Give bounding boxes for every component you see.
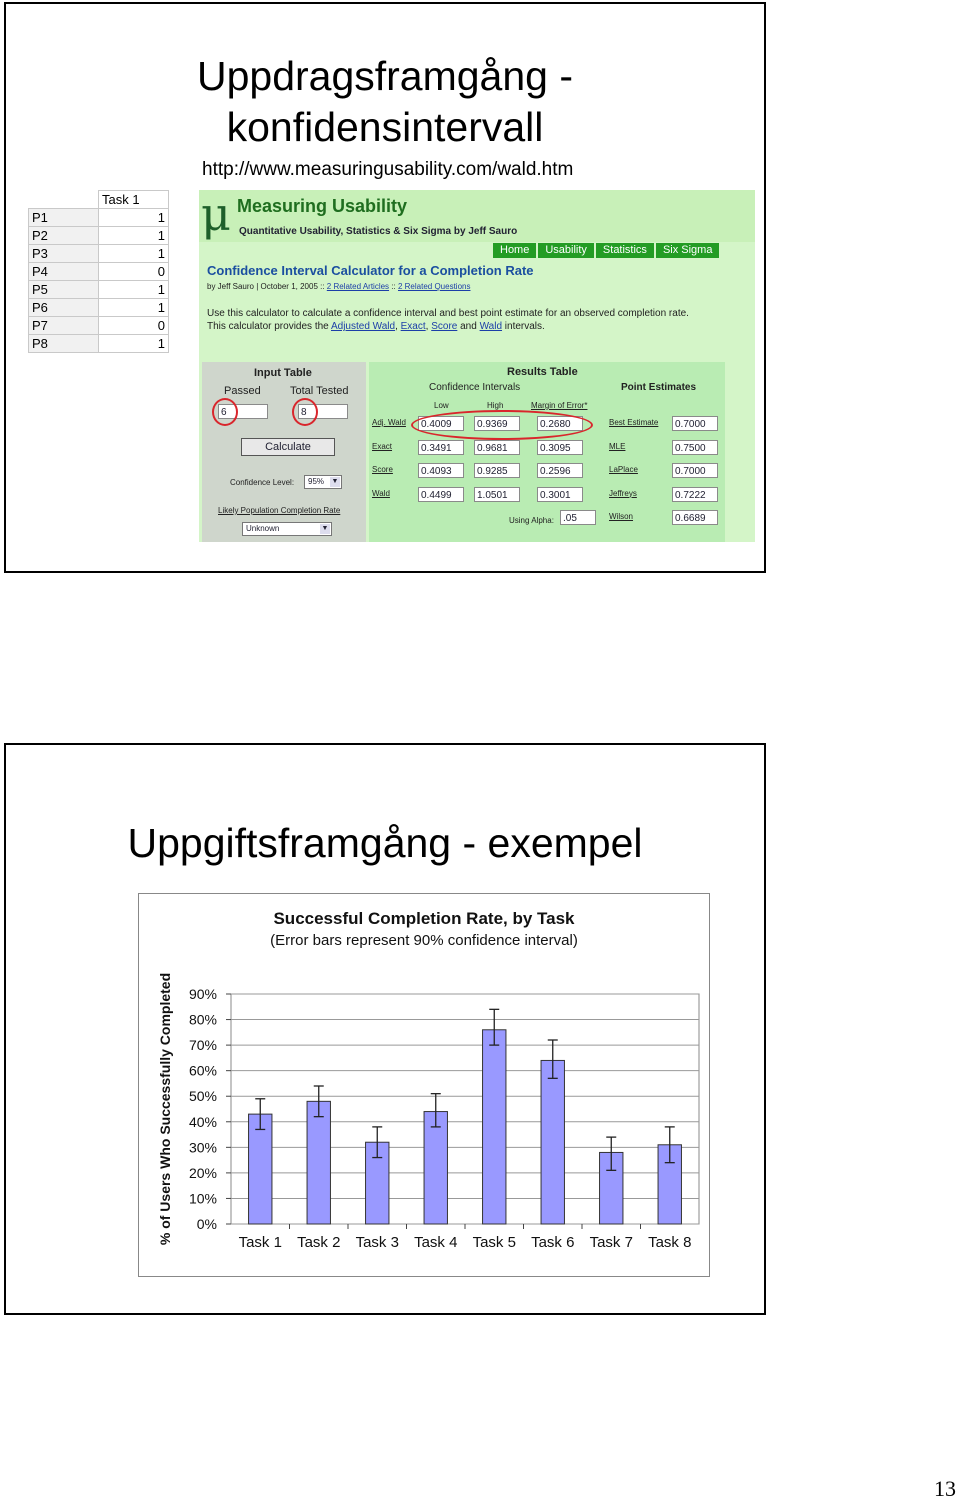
source-url: http://www.measuringusability.com/wald.htm bbox=[202, 159, 574, 180]
margin-of-error-value: 0.2596 bbox=[537, 463, 583, 478]
excel-column-header: Task 1 bbox=[99, 191, 169, 209]
byline bbox=[207, 282, 470, 291]
calculate-button[interactable]: Calculate bbox=[241, 438, 335, 456]
slide-2-title: Uppgiftsframgång - exempel bbox=[127, 820, 643, 866]
estimate-link[interactable]: Best Estimate bbox=[609, 418, 659, 427]
excel-row bbox=[29, 299, 169, 317]
ci-low-value: 0.4009 bbox=[418, 416, 464, 431]
ci-high-value: 0.9369 bbox=[474, 416, 520, 431]
desc-pre: This calculator provides the bbox=[207, 321, 329, 332]
excel-row-label: P3 bbox=[29, 245, 99, 263]
excel-cell-value: 1 bbox=[99, 281, 169, 299]
excel-cell-value: 1 bbox=[99, 245, 169, 263]
total-highlight-circle bbox=[292, 398, 318, 426]
page-number: 13 bbox=[934, 1476, 956, 1501]
plot-area bbox=[231, 994, 699, 1224]
y-tick-label: 20% bbox=[188, 1164, 217, 1181]
excel-cell-value: 1 bbox=[99, 227, 169, 245]
excel-row-label: P4 bbox=[29, 263, 99, 281]
x-tick-label: Task 5 bbox=[472, 1234, 516, 1251]
adj-wald-highlight-oval bbox=[411, 410, 593, 440]
bar bbox=[424, 1112, 447, 1224]
related-articles-link[interactable]: 2 Related Articles bbox=[326, 282, 390, 291]
y-tick-label: 80% bbox=[188, 1011, 217, 1028]
estimate-link[interactable]: MLE bbox=[609, 441, 626, 451]
ci-high-value: 1.0501 bbox=[474, 487, 520, 502]
alpha-input[interactable]: .05 bbox=[560, 510, 596, 525]
slide-1 bbox=[4, 2, 766, 573]
description-line1: Use this calculator to calculate a confidence interval and best point estimate for an observed completion rate. bbox=[207, 308, 689, 319]
slide-1-title-line2: konfidensintervall bbox=[226, 104, 544, 150]
chevron-down-icon: ▼ bbox=[331, 478, 339, 485]
passed-highlight-circle bbox=[212, 398, 238, 426]
likely-population-link[interactable]: Likely Population Completion Rate bbox=[218, 506, 341, 515]
excel-row bbox=[29, 209, 169, 227]
x-tick-label: Task 3 bbox=[355, 1234, 399, 1251]
bar bbox=[541, 1060, 564, 1224]
total-tested-label: Total Tested bbox=[290, 385, 349, 397]
x-tick-label: Task 4 bbox=[414, 1234, 458, 1251]
x-tick-label: Task 7 bbox=[589, 1234, 633, 1251]
web-screenshot bbox=[199, 187, 755, 542]
related-questions-link[interactable]: 2 Related Questions bbox=[397, 282, 471, 291]
likely-population-value: Unknown bbox=[246, 524, 280, 533]
margin-of-error-link[interactable]: Margin of Error* bbox=[531, 401, 588, 410]
description-line2: This calculator provides the Adjusted Wald, Exact, Score and Wald intervals. bbox=[207, 321, 545, 332]
x-tick-label: Task 1 bbox=[238, 1234, 282, 1251]
chevron-down-icon: ▼ bbox=[321, 525, 329, 532]
byline-separator: :: bbox=[391, 282, 396, 291]
site-nav bbox=[493, 243, 719, 258]
y-axis-label: % of Users Who Successfully Completed bbox=[157, 972, 173, 1246]
excel-row-label: P5 bbox=[29, 281, 99, 299]
score-link[interactable]: Score bbox=[431, 321, 458, 332]
excel-cell-value: 1 bbox=[99, 335, 169, 353]
x-tick-label: Task 2 bbox=[297, 1234, 341, 1251]
site-brand: Measuring Usability bbox=[237, 196, 408, 216]
confidence-level-label: Confidence Level: bbox=[230, 478, 295, 487]
y-tick-label: 0% bbox=[196, 1216, 217, 1232]
confidence-level-select[interactable] bbox=[304, 475, 342, 489]
site-header bbox=[199, 187, 755, 242]
excel-row bbox=[29, 227, 169, 245]
excel-row-label: P6 bbox=[29, 299, 99, 317]
y-tick-label: 70% bbox=[188, 1037, 217, 1054]
method-link[interactable]: Adj. Wald bbox=[372, 418, 406, 427]
likely-population-select[interactable] bbox=[242, 522, 332, 536]
desc-and: and bbox=[460, 321, 477, 332]
y-tick-label: 50% bbox=[188, 1088, 217, 1105]
calculator-title: Confidence Interval Calculator for a Completion Rate bbox=[207, 263, 534, 278]
method-link[interactable]: Exact bbox=[372, 441, 393, 451]
excel-row-label: P1 bbox=[29, 209, 99, 227]
margin-of-error-value: 0.2680 bbox=[537, 416, 583, 431]
input-panel bbox=[202, 362, 366, 542]
slide-2 bbox=[4, 743, 766, 1315]
nav-usability[interactable]: Usability bbox=[538, 243, 594, 258]
estimate-value: 0.7000 bbox=[672, 463, 718, 478]
site-tagline: Quantitative Usability, Statistics & Six Sigma by Jeff Sauro bbox=[239, 226, 518, 237]
excel-row bbox=[29, 317, 169, 335]
nav-six-sigma[interactable]: Six Sigma bbox=[656, 243, 720, 258]
excel-corner-cell bbox=[29, 191, 99, 209]
input-table-heading: Input Table bbox=[254, 367, 312, 379]
low-label: Low bbox=[434, 401, 449, 410]
y-tick-label: 30% bbox=[188, 1139, 217, 1156]
bar bbox=[483, 1030, 506, 1224]
chart-subtitle: (Error bars represent 90% confidence interval) bbox=[270, 932, 578, 949]
wald-link[interactable]: Wald bbox=[479, 321, 503, 332]
estimate-link[interactable]: Jeffreys bbox=[609, 488, 637, 498]
point-estimates-label: Point Estimates bbox=[621, 382, 697, 393]
nav-home[interactable]: Home bbox=[493, 243, 536, 258]
method-link[interactable]: Score bbox=[372, 465, 393, 474]
excel-cell-value: 1 bbox=[99, 209, 169, 227]
y-tick-label: 40% bbox=[188, 1113, 217, 1130]
excel-row bbox=[29, 335, 169, 353]
excel-row-label: P8 bbox=[29, 335, 99, 353]
excel-row bbox=[29, 263, 169, 281]
excel-table bbox=[28, 190, 169, 353]
excel-cell-value: 0 bbox=[99, 263, 169, 281]
x-tick-label: Task 6 bbox=[531, 1234, 575, 1251]
y-tick-label: 10% bbox=[188, 1190, 217, 1207]
estimate-value: 0.7000 bbox=[672, 416, 718, 431]
excel-cell-value: 1 bbox=[99, 299, 169, 317]
excel-row-label: P2 bbox=[29, 227, 99, 245]
desc-post: intervals. bbox=[504, 321, 545, 332]
total-tested-input[interactable]: 8 bbox=[298, 404, 348, 419]
ci-high-value: 0.9285 bbox=[474, 463, 520, 478]
completion-rate-chart bbox=[139, 894, 709, 1276]
estimate-value: 0.7500 bbox=[672, 440, 718, 455]
x-tick-label: Task 8 bbox=[648, 1234, 692, 1251]
slide-1-title-line1: Uppdragsframgång - bbox=[196, 53, 574, 99]
description bbox=[207, 307, 689, 333]
excel-row bbox=[29, 245, 169, 263]
y-tick-label: 60% bbox=[188, 1062, 217, 1079]
exact-link[interactable]: Exact bbox=[400, 321, 426, 332]
estimate-link[interactable]: LaPlace bbox=[609, 465, 638, 474]
mu-logo-icon: μ bbox=[201, 187, 231, 241]
bar bbox=[307, 1101, 330, 1224]
margin-of-error-value: 0.3001 bbox=[537, 487, 583, 502]
estimate-link[interactable]: Wilson bbox=[609, 512, 634, 521]
margin-of-error-value: 0.3095 bbox=[537, 440, 583, 455]
alpha-label: Using Alpha: bbox=[509, 516, 554, 525]
confidence-level-value: 95% bbox=[308, 477, 325, 486]
excel-row-label: P7 bbox=[29, 317, 99, 335]
ci-low-value: 0.4499 bbox=[418, 487, 464, 502]
nav-statistics[interactable]: Statistics bbox=[596, 243, 654, 258]
byline-text: by Jeff Sauro | October 1, 2005 :: bbox=[207, 282, 325, 291]
results-table-heading: Results Table bbox=[507, 366, 578, 378]
ci-low-value: 0.3491 bbox=[418, 440, 464, 455]
ci-high-value: 0.9681 bbox=[474, 440, 520, 455]
chart-title: Successful Completion Rate, by Task bbox=[273, 909, 575, 928]
passed-label: Passed bbox=[224, 385, 261, 397]
confidence-intervals-label: Confidence Intervals bbox=[429, 382, 521, 393]
estimate-value: 0.6689 bbox=[672, 510, 718, 525]
adjusted-wald-link[interactable]: Adjusted Wald bbox=[330, 321, 396, 332]
method-link[interactable]: Wald bbox=[372, 488, 390, 498]
chart-container bbox=[138, 893, 710, 1277]
excel-cell-value: 0 bbox=[99, 317, 169, 335]
estimate-value: 0.7222 bbox=[672, 487, 718, 502]
passed-input[interactable]: 6 bbox=[218, 404, 268, 419]
ci-low-value: 0.4093 bbox=[418, 463, 464, 478]
excel-row bbox=[29, 281, 169, 299]
high-label: High bbox=[487, 401, 504, 410]
results-panel bbox=[369, 362, 725, 542]
y-tick-label: 90% bbox=[188, 986, 217, 1002]
bar bbox=[249, 1114, 272, 1224]
